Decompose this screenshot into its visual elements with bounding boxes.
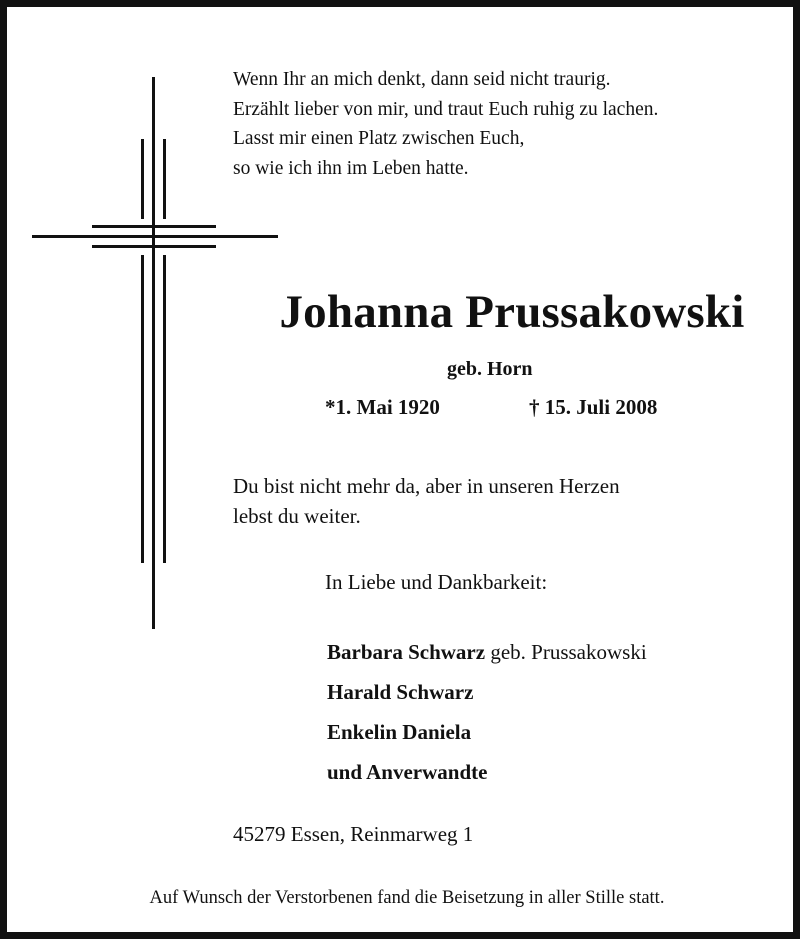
poem bbox=[233, 65, 773, 183]
mourner-entry bbox=[327, 752, 647, 792]
poem-line: so wie ich ihn im Leben hatte. bbox=[233, 157, 469, 179]
thanks-line: In Liebe und Dankbarkeit: bbox=[325, 570, 548, 594]
mourner-name: und Anverwandte bbox=[327, 760, 488, 784]
mourner-name: Barbara Schwarz bbox=[327, 640, 486, 664]
mourner-entry bbox=[327, 672, 647, 712]
poem-line: Erzählt lieber von mir, und traut Euch ruhig zu lachen. bbox=[233, 98, 659, 120]
death-date: † 15. Juli 2008 bbox=[529, 395, 658, 419]
cross-lower-right-line bbox=[163, 255, 166, 563]
mourner-name: Enkelin Daniela bbox=[327, 720, 472, 744]
mourner-suffix: geb. Prussakowski bbox=[485, 640, 647, 664]
mourner-name: Harald Schwarz bbox=[327, 680, 474, 704]
address: 45279 Essen, Reinmarweg 1 bbox=[233, 822, 474, 846]
maiden-name: geb. Horn bbox=[447, 358, 533, 380]
poem-line: Wenn Ihr an mich denkt, dann seid nicht traurig. bbox=[233, 69, 611, 90]
quote-line: lebst du weiter. bbox=[233, 504, 361, 528]
burial-note: Auf Wunsch der Verstorbenen fand die Beisetzung in aller Stille statt. bbox=[149, 888, 665, 908]
mourner-entry bbox=[327, 712, 647, 752]
mourner-entry bbox=[327, 632, 647, 672]
cross-lower-left-line bbox=[141, 255, 144, 563]
quote-line: Du bist nicht mehr da, aber in unseren Herzen bbox=[233, 474, 620, 498]
birth-date: *1. Mai 1920 bbox=[325, 395, 440, 419]
cross-upper-right-line bbox=[163, 139, 166, 219]
deceased-name: Johanna Prussakowski bbox=[279, 286, 745, 338]
mourners-list bbox=[327, 632, 647, 792]
cross-main-crossbar bbox=[32, 235, 278, 238]
cross-center-line bbox=[152, 77, 155, 629]
cross-upper-crossbar bbox=[92, 225, 216, 228]
poem-line: Lasst mir einen Platz zwischen Euch, bbox=[233, 128, 525, 149]
cross-upper-left-line bbox=[141, 139, 144, 219]
memorial-quote bbox=[233, 471, 793, 531]
cross-lower-crossbar bbox=[92, 245, 216, 248]
